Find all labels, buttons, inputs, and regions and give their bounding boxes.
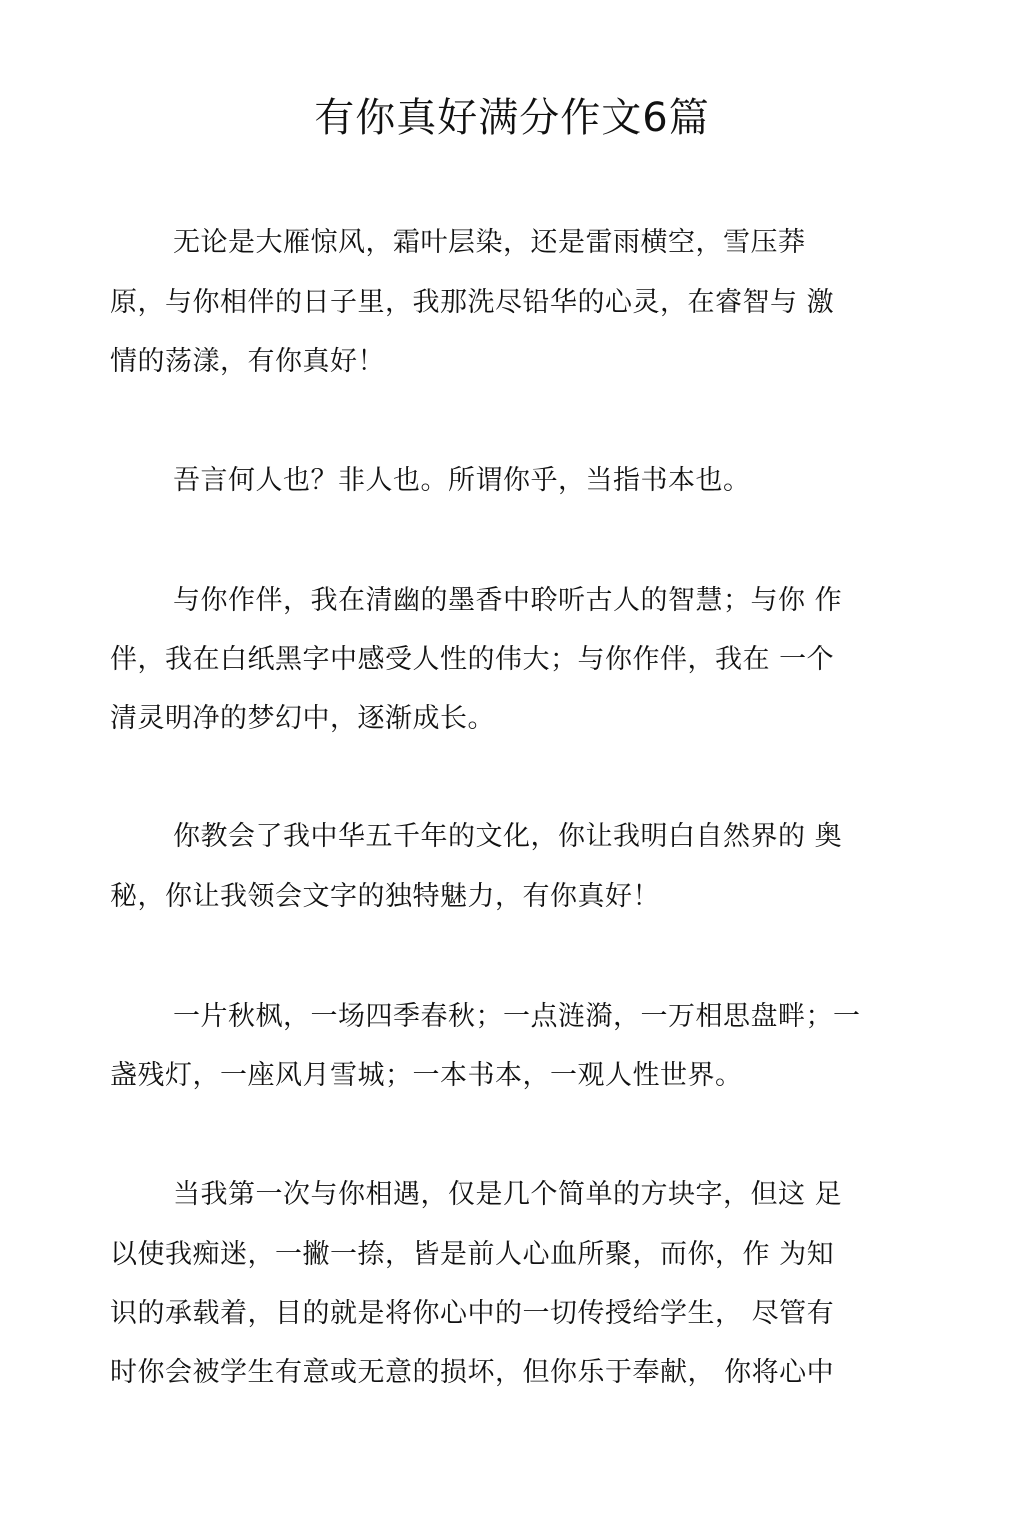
paragraph-6-line-3: 识的承载着，目的就是将你心中的一切传授给学生， 尽管有 [110,1298,835,1329]
paragraph-3-line-3: 清灵明净的梦幻中，逐渐成长。 [110,703,495,734]
document-title: 有你真好满分作文6篇 [314,95,710,141]
paragraph-3-line-2: 伴，我在白纸黑字中感受人性的伟大；与你作伴，我在 一个 [110,644,835,675]
paragraph-1-line-1: 无论是大雁惊风，霜叶层染，还是雷雨横空，雪压莽 [173,227,806,258]
paragraph-4-line-2: 秘，你让我领会文字的独特魅力，有你真好！ [110,881,660,912]
paragraph-3-line-1: 与你作伴，我在清幽的墨香中聆听古人的智慧；与你 作 [173,585,843,616]
paragraph-6-line-1: 当我第一次与你相遇，仅是几个简单的方块字，但这 足 [173,1179,843,1210]
paragraph-1-line-2: 原，与你相伴的日子里，我那洗尽铅华的心灵，在睿智与 激 [110,287,835,318]
paragraph-4-line-1: 你教会了我中华五千年的文化，你让我明白自然界的 奥 [173,821,843,852]
paragraph-5-line-2: 盏残灯，一座风月雪城；一本书本，一观人性世界。 [110,1060,743,1091]
paragraph-1-line-3: 情的荡漾，有你真好！ [110,346,385,377]
paragraph-2-line-1: 吾言何人也？非人也。所谓你乎，当指书本也。 [173,465,751,496]
paragraph-5-line-1: 一片秋枫，一场四季春秋；一点涟漪，一万相思盘畔；一 [173,1001,861,1032]
paragraph-6-line-2: 以使我痴迷，一撇一捺，皆是前人心血所聚，而你，作 为知 [110,1239,835,1270]
paragraph-6-line-4: 时你会被学生有意或无意的损坏，但你乐于奉献， 你将心中 [110,1357,835,1388]
